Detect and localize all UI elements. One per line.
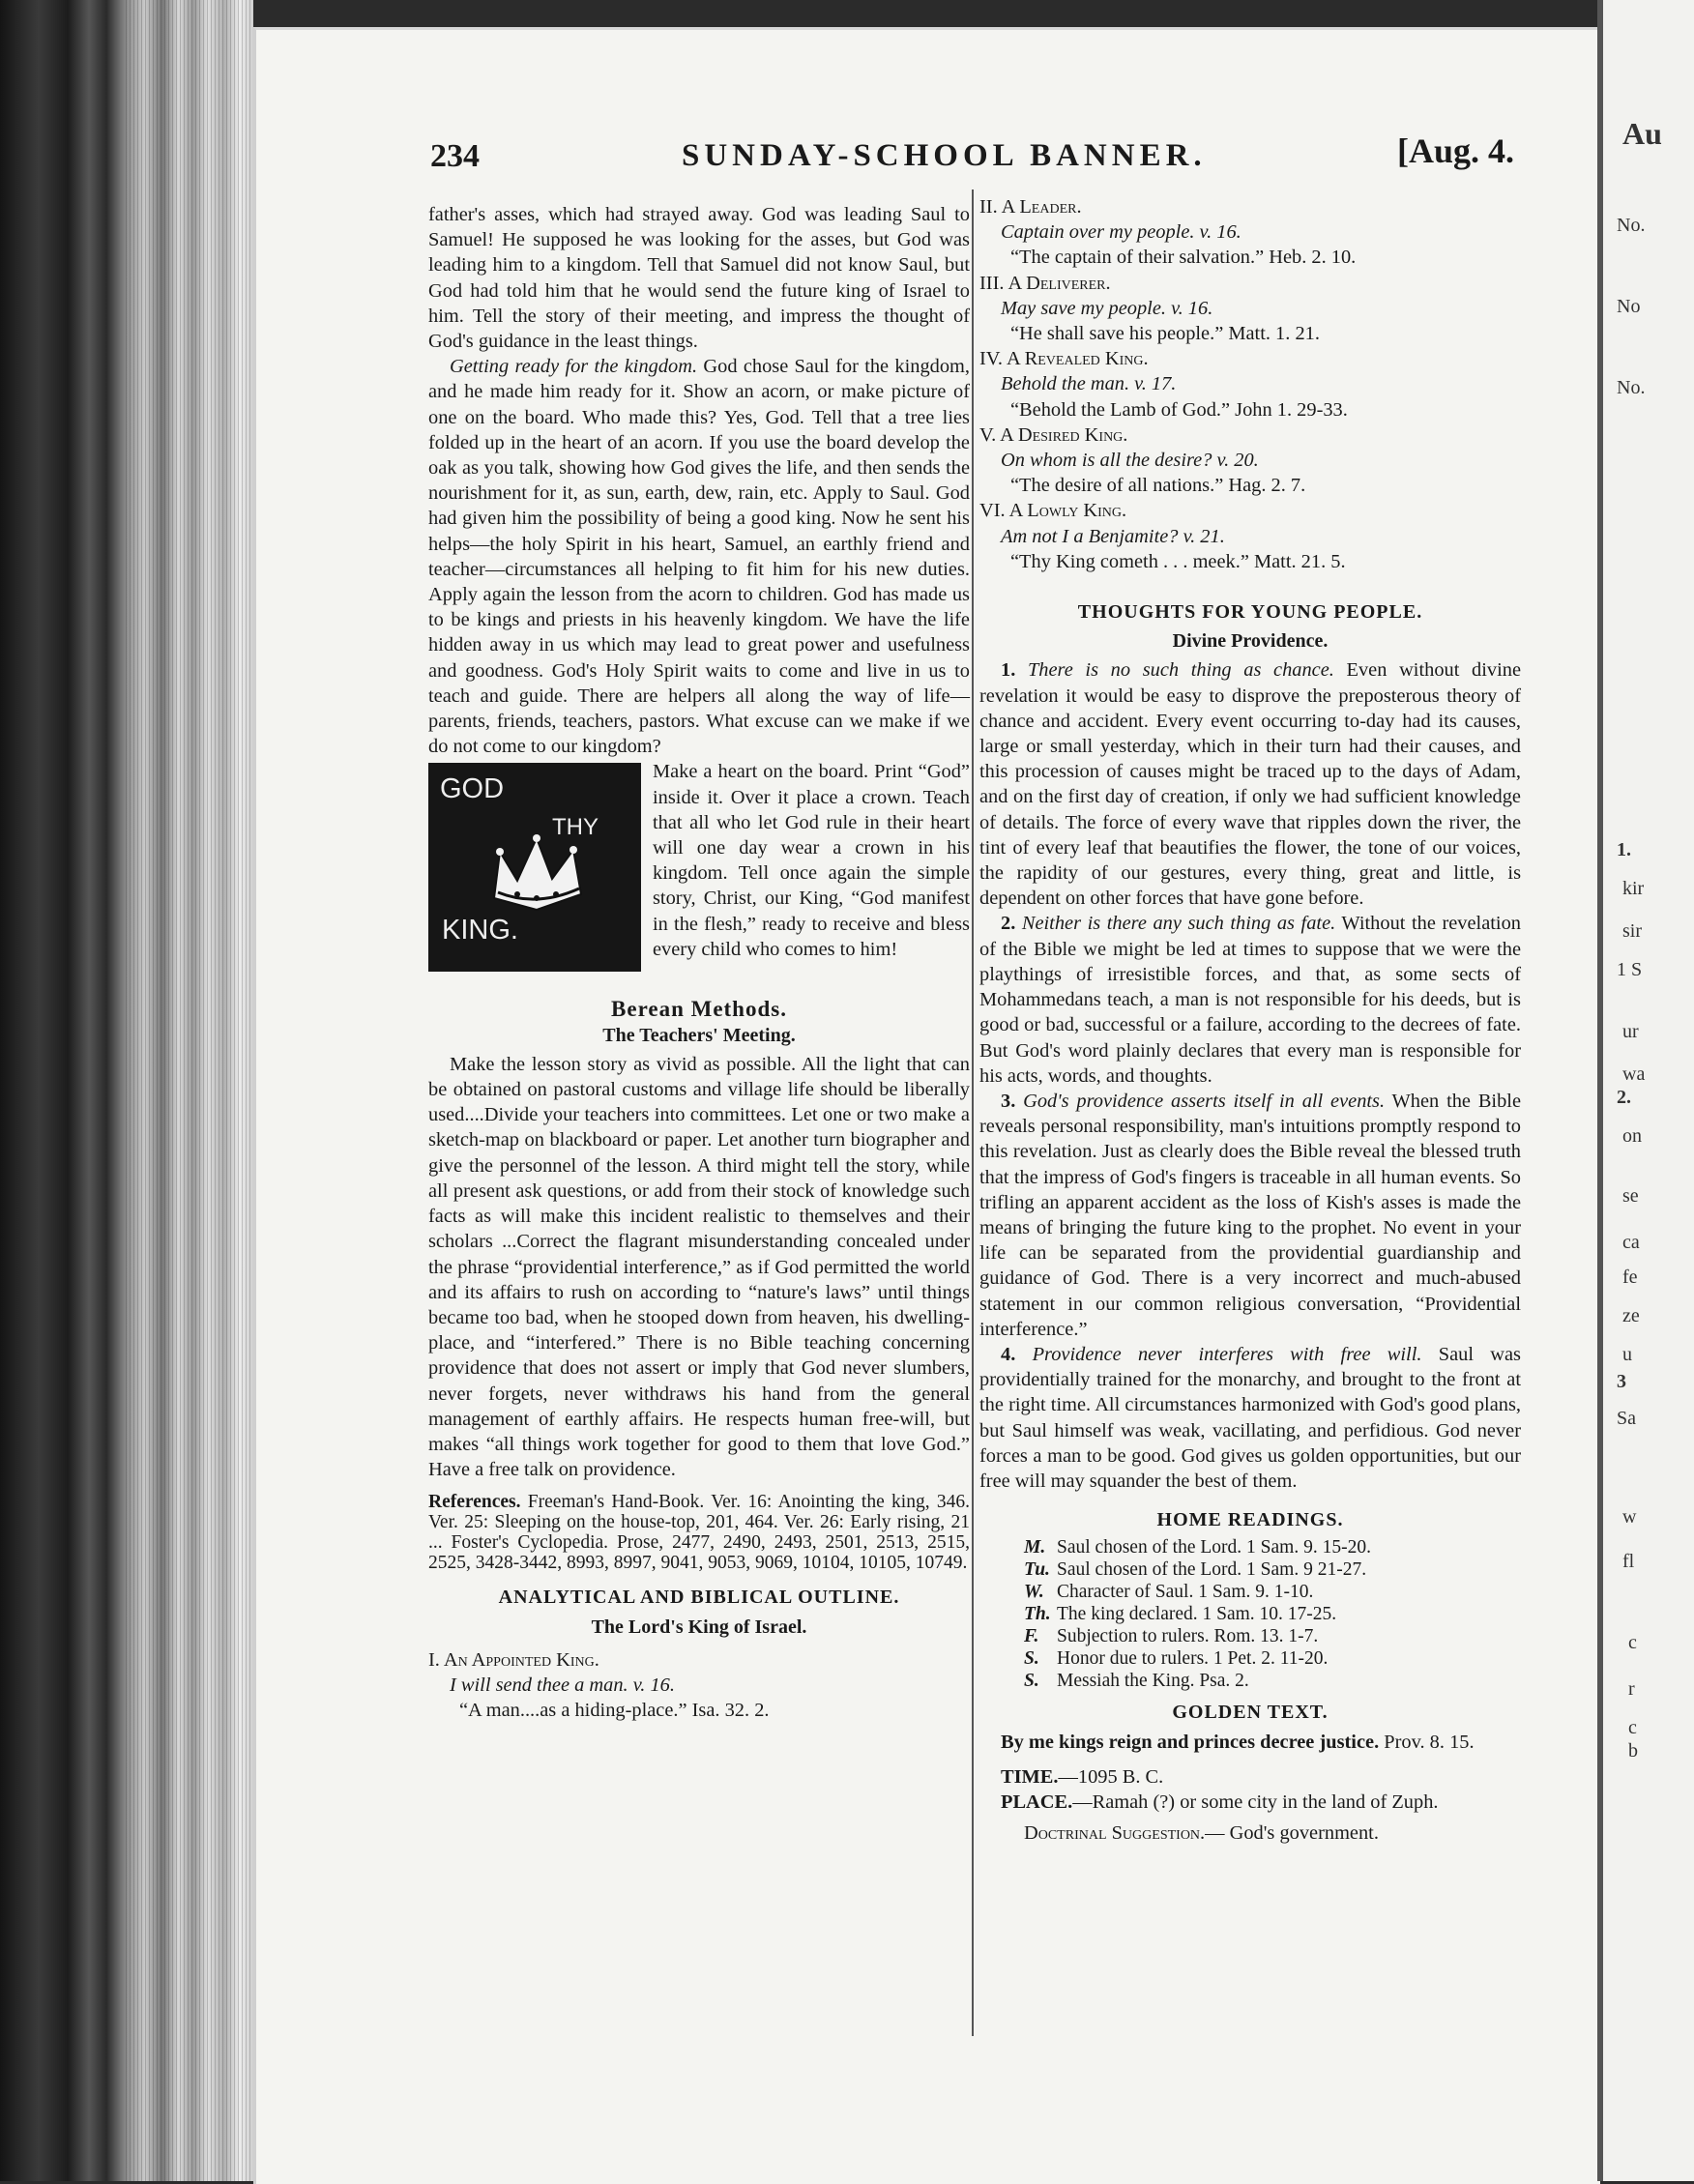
adjacent-page-fragment: No. bbox=[1617, 377, 1646, 398]
crown-icon bbox=[488, 830, 595, 914]
blackboard-figure bbox=[428, 763, 641, 972]
adjacent-page-fragment: w bbox=[1622, 1506, 1637, 1528]
outline-sub: I will send thee a man. v. 16. bbox=[450, 1674, 675, 1696]
outline-quote: “He shall save his people.” Matt. 1. 21. bbox=[1010, 323, 1320, 345]
outline-quote: “The captain of their salvation.” Heb. 2. 10. bbox=[1010, 247, 1357, 269]
reading-row: S. Honor due to rulers. 1 Pet. 2. 11-20. bbox=[1024, 1648, 1329, 1670]
time-line: TIME.—1095 B. C. bbox=[1001, 1765, 1164, 1788]
outline-quote: “Thy King cometh . . . meek.” Matt. 21. 5. bbox=[1010, 550, 1346, 572]
figure-word-thy: THY bbox=[552, 814, 599, 841]
adjacent-page-fragment: fe bbox=[1622, 1267, 1638, 1288]
outline-quote: “Behold the Lamb of God.” John 1. 29-33. bbox=[1010, 398, 1348, 421]
reading-row: Tu. Saul chosen of the Lord. 1 Sam. 9 21-27. bbox=[1024, 1559, 1367, 1581]
home-readings-heading: HOME READINGS. bbox=[1156, 1509, 1344, 1531]
right-column bbox=[979, 194, 1521, 1846]
book-spine bbox=[0, 0, 253, 2181]
outline-item: I. An Appointed King. bbox=[428, 1648, 599, 1671]
golden-text-heading: GOLDEN TEXT. bbox=[1172, 1702, 1329, 1724]
adjacent-page-fragment: ca bbox=[1622, 1232, 1640, 1253]
adjacent-page-fragment: wa bbox=[1622, 1063, 1646, 1085]
adjacent-page-fragment: u bbox=[1622, 1344, 1632, 1365]
issue-date: [Aug. 4. bbox=[1397, 131, 1515, 170]
left-column bbox=[428, 202, 970, 1723]
figure-word-king: KING. bbox=[442, 915, 518, 946]
reading-row: W. Character of Saul. 1 Sam. 9. 1-10. bbox=[1024, 1582, 1314, 1603]
outline-item: VI. A Lowly King. bbox=[979, 500, 1127, 522]
berean-methods-heading: Berean Methods. bbox=[611, 997, 787, 1022]
crown-figure-block bbox=[428, 759, 970, 976]
adjacent-page-fragment: ze bbox=[1622, 1305, 1640, 1326]
adjacent-page-fragment: 2. bbox=[1617, 1087, 1631, 1108]
doctrinal-line: Doctrinal Suggestion.— God's government. bbox=[1024, 1822, 1379, 1845]
reading-row: S. Messiah the King. Psa. 2. bbox=[1024, 1671, 1249, 1692]
thoughts-subheading: Divine Providence. bbox=[1172, 630, 1329, 653]
outline-sub: May save my people. v. 16. bbox=[1001, 297, 1213, 319]
adjacent-page-fragment: No bbox=[1617, 296, 1641, 317]
figure-word-god: GOD bbox=[440, 773, 505, 805]
paragraph: Make the lesson story as vivid as possible. All the light that can be obtained on pastoral customs and village life should be liberally used....Divide your teachers into committees. Let one or two make a sketch-map on blackboard or paper. Let another turn biographer and give the personnel of the lesson. A third might tell the story, while all present ask questions, or add from their stock of knowledge such facts as will make this incident realistic to themselves and their scholars ...Correct the flagrant misunderstanding concealed under the phrase “providential interference,” as if God permitted the world and its affairs to rush on according to “nature's laws” until things became too bad, when he stooped down from heaven, his dwelling-place, and “interfered.” There is no Bible teaching concerning providence that does not assert or imply that God never slumbers, never forgets, never withdraws his hand from the general management of earthly affairs. He respects human free-will, but makes “all things work together for good to them that love God.” Have a free talk on providence. bbox=[428, 1053, 970, 1481]
outline-heading: ANALYTICAL AND BIBLICAL OUTLINE. bbox=[498, 1587, 900, 1609]
adjacent-page-fragment: fl bbox=[1622, 1551, 1635, 1572]
adjacent-page-fragment: Sa bbox=[1617, 1408, 1636, 1429]
adjacent-page-fragment: kir bbox=[1622, 878, 1645, 899]
adjacent-page-fragment: 1. bbox=[1617, 839, 1631, 860]
figure-caption-paragraph: Make a heart on the board. Print “God” inside it. Over it place a crown. Teach that all who let God rule in their heart will one day wear a crown in his kingdom. Tell once again the simple story, Christ, our King, “God manifest in the flesh,” ready to receive and bless every child who comes to him! bbox=[653, 761, 970, 960]
adjacent-page-fragment: sir bbox=[1622, 920, 1642, 942]
paragraph: father's asses, which had strayed away. God was leading Saul to Samuel! He supposed he was looking for the asses, but God was leading him to a kingdom. Tell that Samuel did not know Saul, but God had told him that he would send the future king of Israel to him. Tell the story of their meeting, and impress the thought of God's guidance in the least things. bbox=[428, 204, 970, 353]
outline-quote: “A man....as a hiding-place.” Isa. 32. 2. bbox=[459, 1700, 770, 1722]
outline-sub: Captain over my people. v. 16. bbox=[1001, 221, 1241, 244]
adjacent-page-fragment: r bbox=[1628, 1678, 1635, 1700]
outline-item: II. A Leader. bbox=[979, 196, 1082, 218]
adjacent-page-fragment: 1 S bbox=[1617, 959, 1643, 980]
adjacent-page-fragment: 3 bbox=[1617, 1371, 1626, 1392]
outline-sub: On whom is all the desire? v. 20. bbox=[1001, 450, 1259, 472]
outline-quote: “The desire of all nations.” Hag. 2. 7. bbox=[1010, 475, 1306, 497]
reading-row: F. Subjection to rulers. Rom. 13. 1-7. bbox=[1024, 1626, 1319, 1647]
home-readings-list bbox=[979, 1536, 1521, 1692]
adjacent-page-fragment: c bbox=[1628, 1632, 1637, 1653]
references: References. Freeman's Hand-Book. Ver. 16: Anointing the king, 346. Ver. 25: Sleeping on the house-top, 201, 464. Ver. 26: Early rising, 21 ... Foster's Cyclopedia. Prose, 2477, 2490, 2493, 2501, 2513, 2515, 2525, 3428-3442, 8993, 8997, 9041, 9053, 9069, 10104, 10105, 10749. bbox=[428, 1492, 970, 1574]
adjacent-page-fragment: No. bbox=[1617, 215, 1646, 236]
outline-item: IV. A Revealed King. bbox=[979, 348, 1149, 370]
outline-subheading: The Lord's King of Israel. bbox=[591, 1616, 807, 1638]
outline-item: V. A Desired King. bbox=[979, 423, 1128, 446]
column-rule bbox=[972, 189, 974, 2036]
adjacent-page-fragment: on bbox=[1622, 1125, 1642, 1147]
thought-paragraph: 4. Providence never interferes with free will. Saul was providentially trained for the monarchy, and brought to the front at the right time. All circumstances harmonized with God's good plans, but Saul himself was weak, vacillating, and perfidious. God never forces a man to be good. God gives us golden opportunities, but our free will may squander the best of them. bbox=[979, 1343, 1521, 1492]
page bbox=[253, 27, 1600, 2184]
publication-title: SUNDAY-SCHOOL BANNER. bbox=[682, 138, 1207, 173]
thought-paragraph: 2. Neither is there any such thing as fate. Without the revelation of the Bible we might be led at times to suppose that we were the playthings of irresistible forces, and that, as some sects of Mohammedans teach, a man is not responsible for his deeds, but is good or bad, successful or a failure, according to the decrees of fate. But God's word plainly declares that every man is responsible for his acts, words, and thoughts. bbox=[979, 913, 1521, 1087]
adjacent-page-fragment: b bbox=[1628, 1740, 1638, 1762]
outline-item: III. A Deliverer. bbox=[979, 272, 1111, 294]
adjacent-page-fragment: se bbox=[1622, 1185, 1639, 1207]
thoughts-heading: THOUGHTS FOR YOUNG PEOPLE. bbox=[1077, 601, 1423, 624]
thought-paragraph: 3. God's providence asserts itself in all events. When the Bible reveals personal responsibility, man's intuitions promptly respond to this revelation. Just as clearly does the Bible reveal the blessed truth that the impress of God's fingers is traceable in all human events. So trifling an apparent accident as the loss of Kish's asses is made the means of bringing the future king to the prophet. No event in your life can be separated from the providential guardianship and guidance of God. There is a very incorrect and much-abused statement in our common religious conversation, “Providential interference.” bbox=[979, 1090, 1521, 1340]
reading-row: M. Saul chosen of the Lord. 1 Sam. 9. 15-20. bbox=[1024, 1537, 1371, 1558]
paragraph: Getting ready for the kingdom. God chose Saul for the kingdom, and he made him ready for it. Show an acorn, or make picture of one on the board. Who made this? Yes, God. Tell that a tree lies folded up in the heart of an acorn. If you use the board develop the oak as you talk, showing how God gives the life, and then sends the nourishment for it, as sun, earth, dew, rain, etc. Apply to Saul. God had given him the possibility of being a good king. Now he sent his helps—the holy Spirit in his heart, Samuel, an earthly friend and teacher—circumstances all helping to fit him for his new duties. Apply again the lesson from the acorn to children. God has made us to be kings and priests in his heavenly kingdom. We have the life hidden away in us which may lead to great power and usefulness and goodness. God's Holy Spirit waits to come and live in us to teach and guide. There are helpers all along the way of life—parents, friends, teachers, pastors. What excuse can we make if we do not come to our kingdom? bbox=[428, 356, 971, 758]
golden-text: By me kings reign and princes decree justice. Prov. 8. 15. bbox=[1001, 1731, 1475, 1753]
reading-row: Th. The king declared. 1 Sam. 10. 17-25. bbox=[1024, 1604, 1337, 1625]
thought-paragraph: 1. There is no such thing as chance. Even without divine revelation it would be easy to disprove the preposterous theory of chance and accident. Every event occurring to-day had its causes, large or small yesterday, which in their turn had their causes, and this procession of causes might be traced up to the days of Adam, and on the first day of creation, if only we had sufficient knowledge of details. The force of every wave that ripples down the river, the tint of every leaf that beautifies the flower, the tone of our voices, the rapidity of our gestures, every thing, great and little, is dependent on other forces that have gone before. bbox=[979, 659, 1521, 910]
page-number: 234 bbox=[430, 138, 480, 174]
adjacent-page-edge bbox=[1597, 0, 1694, 2181]
teachers-meeting-heading: The Teachers' Meeting. bbox=[602, 1024, 796, 1046]
outline-sub: Am not I a Benjamite? v. 21. bbox=[1001, 525, 1225, 547]
adjacent-page-fragment: c bbox=[1628, 1717, 1637, 1738]
adjacent-page-fragment: Au bbox=[1622, 116, 1662, 151]
adjacent-page-fragment: ur bbox=[1622, 1021, 1639, 1042]
outline-sub: Behold the man. v. 17. bbox=[1001, 373, 1177, 395]
place-line: PLACE.—Ramah (?) or some city in the land of Zuph. bbox=[1001, 1791, 1439, 1813]
running-header bbox=[256, 119, 1600, 177]
outline-list bbox=[979, 194, 1521, 574]
